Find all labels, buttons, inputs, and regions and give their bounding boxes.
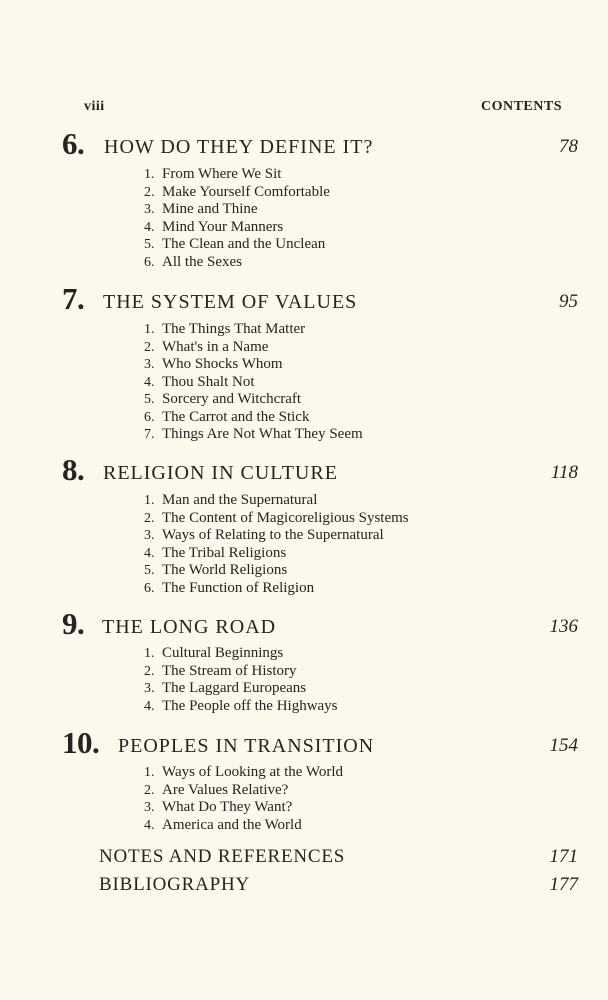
chapter-7 bbox=[62, 281, 578, 442]
section-item bbox=[144, 356, 363, 374]
section-item bbox=[144, 374, 363, 392]
section-title: All the Sexes bbox=[162, 253, 242, 270]
section-number: 3. bbox=[144, 528, 155, 543]
chapter-title: HOW DO THEY DEFINE IT? bbox=[104, 136, 374, 158]
section-list bbox=[144, 645, 338, 715]
chapter-10 bbox=[62, 725, 578, 833]
chapter-page-number: 95 bbox=[559, 291, 578, 312]
section-number: 2. bbox=[144, 782, 155, 798]
section-number: 4. bbox=[144, 817, 155, 833]
section-item bbox=[144, 663, 338, 681]
section-title: Who Shocks Whom bbox=[162, 356, 283, 372]
section-title: Man and the Supernatural bbox=[162, 492, 318, 508]
section-title: America and the World bbox=[162, 816, 302, 833]
section-number: 7. bbox=[144, 427, 155, 442]
section-number: 4. bbox=[144, 545, 155, 561]
chapter-9 bbox=[62, 606, 578, 714]
section-title: Thou Shalt Not bbox=[162, 373, 255, 390]
section-number: 4. bbox=[144, 219, 155, 235]
chapter-title: THE SYSTEM OF VALUES bbox=[103, 291, 358, 313]
section-item bbox=[144, 545, 409, 563]
backmatter-title: NOTES AND REFERENCES bbox=[99, 846, 346, 867]
section-title: The Things That Matter bbox=[162, 321, 306, 337]
section-number: 4. bbox=[144, 374, 155, 390]
section-item bbox=[144, 764, 343, 782]
section-item bbox=[144, 219, 330, 237]
section-number: 6. bbox=[144, 254, 155, 270]
chapter-8 bbox=[62, 452, 578, 596]
section-title: Mind Your Manners bbox=[162, 218, 284, 235]
chapter-title: THE LONG ROAD bbox=[102, 616, 277, 638]
running-title: CONTENTS bbox=[480, 99, 562, 114]
section-list bbox=[144, 321, 363, 444]
section-number: 1. bbox=[144, 765, 155, 780]
section-title: What Do They Want? bbox=[162, 799, 293, 815]
section-title: The Function of Religion bbox=[162, 579, 315, 596]
section-number: 1. bbox=[144, 493, 155, 508]
chapter-heading bbox=[62, 606, 578, 642]
section-number: 5. bbox=[144, 392, 155, 407]
section-number: 3. bbox=[144, 800, 155, 815]
section-list bbox=[144, 166, 330, 271]
section-title: Cultural Beginnings bbox=[162, 645, 284, 661]
section-number: 2. bbox=[144, 510, 155, 526]
chapter-page-number: 78 bbox=[559, 136, 578, 157]
section-item bbox=[144, 698, 338, 716]
section-item bbox=[144, 409, 363, 427]
section-title: Sorcery and Witchcraft bbox=[162, 391, 302, 407]
section-title: The Clean and the Unclean bbox=[162, 236, 326, 252]
chapter-number: 6. bbox=[62, 126, 85, 161]
section-title: Ways of Looking at the World bbox=[162, 764, 344, 780]
section-title: The Laggard Europeans bbox=[162, 680, 307, 696]
section-item bbox=[144, 645, 338, 663]
chapter-page-number: 154 bbox=[549, 735, 578, 756]
chapter-number: 7. bbox=[62, 281, 85, 316]
section-number: 1. bbox=[144, 167, 155, 182]
chapter-6 bbox=[62, 126, 578, 270]
section-title: Mine and Thine bbox=[162, 201, 258, 217]
section-item bbox=[144, 680, 338, 698]
section-number: 4. bbox=[144, 698, 155, 714]
section-item bbox=[144, 254, 330, 272]
section-title: The Tribal Religions bbox=[162, 544, 287, 561]
section-number: 6. bbox=[144, 580, 155, 596]
section-number: 6. bbox=[144, 409, 155, 425]
section-title: The People off the Highways bbox=[162, 697, 338, 714]
section-title: Things Are Not What They Seem bbox=[162, 426, 363, 442]
backmatter-entry-notes bbox=[99, 846, 578, 874]
chapter-title: PEOPLES IN TRANSITION bbox=[118, 735, 375, 757]
backmatter bbox=[99, 846, 578, 902]
section-item bbox=[144, 236, 330, 254]
section-title: Make Yourself Comfortable bbox=[162, 183, 330, 200]
section-item bbox=[144, 782, 343, 800]
section-number: 5. bbox=[144, 237, 155, 252]
section-item bbox=[144, 492, 409, 510]
section-item bbox=[144, 580, 409, 598]
section-title: The Stream of History bbox=[162, 662, 297, 679]
section-title: Ways of Relating to the Supernatural bbox=[162, 527, 384, 543]
section-number: 3. bbox=[144, 202, 155, 217]
section-list bbox=[144, 764, 343, 834]
section-title: The Content of Magicoreligious Systems bbox=[162, 509, 409, 526]
section-item bbox=[144, 562, 409, 580]
chapter-page-number: 136 bbox=[549, 616, 578, 637]
section-title: Are Values Relative? bbox=[162, 781, 289, 798]
section-item bbox=[144, 527, 409, 545]
section-item bbox=[144, 817, 343, 835]
section-number: 1. bbox=[144, 322, 155, 337]
section-item bbox=[144, 321, 363, 339]
section-number: 5. bbox=[144, 563, 155, 578]
section-title: The World Religions bbox=[162, 562, 288, 578]
section-item bbox=[144, 166, 330, 184]
section-title: The Carrot and the Stick bbox=[162, 408, 310, 425]
backmatter-page-number: 177 bbox=[549, 874, 578, 895]
section-item bbox=[144, 184, 330, 202]
backmatter-title: BIBLIOGRAPHY bbox=[99, 874, 251, 895]
backmatter-entry-bibliography bbox=[99, 874, 578, 902]
section-number: 2. bbox=[144, 184, 155, 200]
section-number: 1. bbox=[144, 646, 155, 661]
section-number: 2. bbox=[144, 663, 155, 679]
running-head bbox=[84, 99, 562, 119]
chapter-number: 8. bbox=[62, 452, 85, 487]
chapter-heading bbox=[62, 281, 578, 317]
section-item bbox=[144, 201, 330, 219]
chapter-number: 9. bbox=[62, 606, 85, 641]
backmatter-page-number: 171 bbox=[549, 846, 578, 867]
section-item bbox=[144, 426, 363, 444]
chapter-title: RELIGION IN CULTURE bbox=[103, 462, 338, 484]
section-title: What's in a Name bbox=[162, 338, 269, 355]
section-item bbox=[144, 799, 343, 817]
section-item bbox=[144, 339, 363, 357]
section-number: 3. bbox=[144, 681, 155, 696]
chapter-number: 10. bbox=[62, 725, 100, 760]
section-item bbox=[144, 510, 409, 528]
section-number: 3. bbox=[144, 357, 155, 372]
section-item bbox=[144, 391, 363, 409]
section-title: From Where We Sit bbox=[162, 166, 282, 182]
page-folio: viii bbox=[84, 99, 105, 114]
chapter-heading bbox=[62, 126, 578, 162]
chapter-page-number: 118 bbox=[550, 462, 578, 483]
chapter-heading bbox=[62, 725, 578, 761]
section-number: 2. bbox=[144, 339, 155, 355]
chapter-heading bbox=[62, 452, 578, 488]
section-list bbox=[144, 492, 409, 597]
